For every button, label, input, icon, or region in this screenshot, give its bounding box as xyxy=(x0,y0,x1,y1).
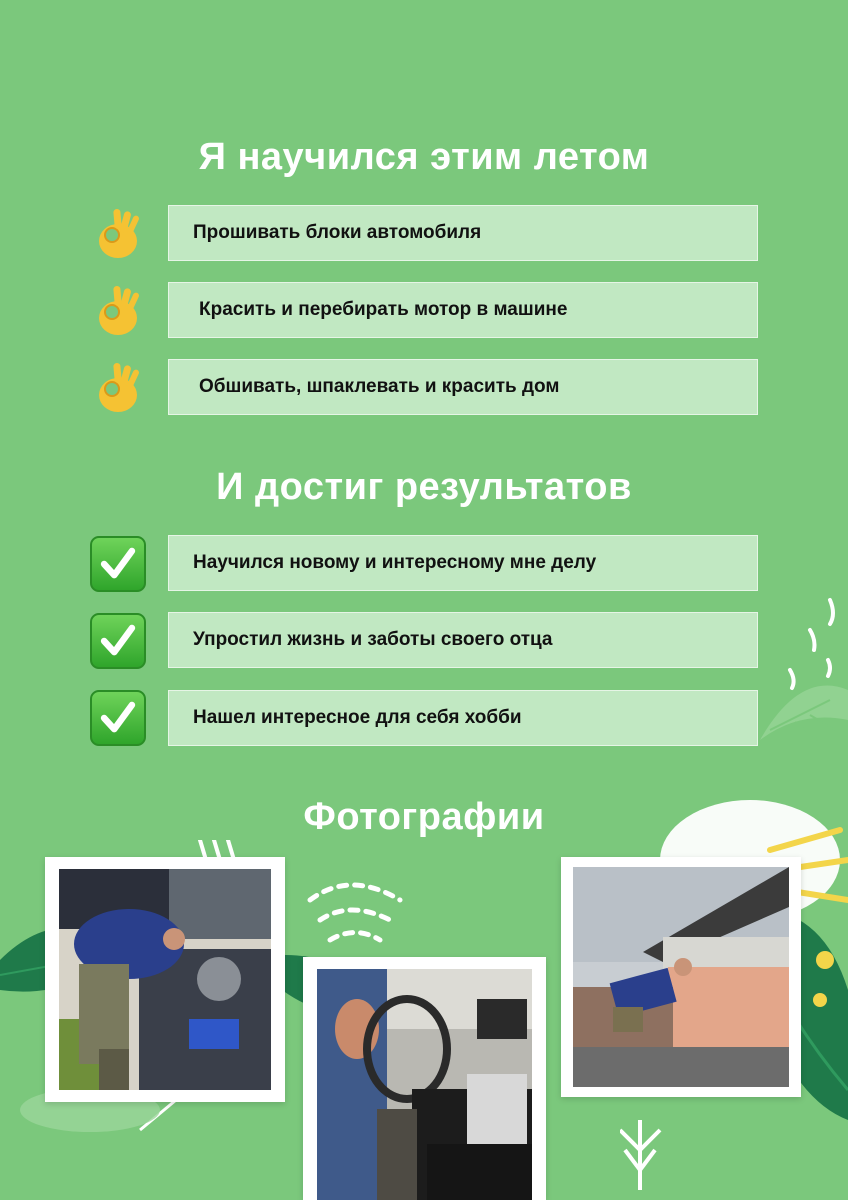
ok-hand-icon xyxy=(94,282,142,338)
result-item-2 xyxy=(168,612,758,668)
learned-item-3 xyxy=(168,359,758,415)
learned-item-label: Красить и перебирать мотор в машине xyxy=(199,299,568,320)
result-item-label: Научился новому и интересному мне делу xyxy=(193,552,597,573)
result-item-label: Упростил жизнь и заботы своего отца xyxy=(193,629,553,650)
learned-item-label: Обшивать, шпаклевать и красить дом xyxy=(199,376,560,397)
check-mark-icon xyxy=(90,613,146,669)
ok-hand-icon xyxy=(94,205,142,261)
learned-item-label: Прошивать блоки автомобиля xyxy=(193,222,482,243)
check-mark-icon xyxy=(90,536,146,592)
result-item-3 xyxy=(168,690,758,746)
section-title-learned: Я научился этим летом xyxy=(198,136,650,178)
car-engine-photo xyxy=(45,857,285,1102)
result-item-label: Нашел интересное для себя хобби xyxy=(193,707,522,728)
result-item-1 xyxy=(168,535,758,591)
house-wall-photo xyxy=(561,857,801,1097)
car-laptop-photo xyxy=(303,957,546,1200)
learned-item-2 xyxy=(168,282,758,338)
section-title-results: И достиг результатов xyxy=(216,466,632,508)
ok-hand-icon xyxy=(94,359,142,415)
learned-item-1 xyxy=(168,205,758,261)
check-mark-icon xyxy=(90,690,146,746)
section-title-photos: Фотографии xyxy=(303,796,545,838)
